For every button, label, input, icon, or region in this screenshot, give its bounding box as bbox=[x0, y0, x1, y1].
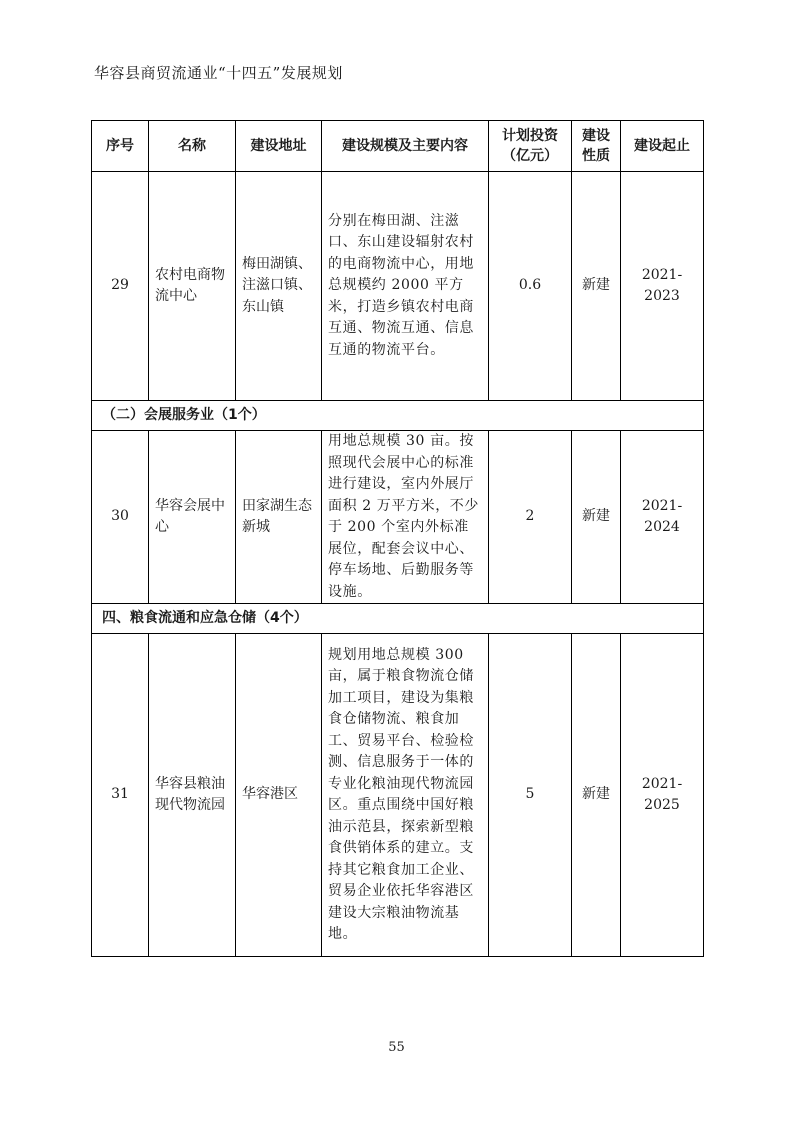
section-title-grain: 四、粮食流通和应急仓储（4个） bbox=[92, 604, 704, 634]
cell-address: 华容港区 bbox=[236, 634, 322, 957]
cell-period: 2021-2025 bbox=[621, 634, 704, 957]
cell-nature: 新建 bbox=[572, 634, 621, 957]
column-header-name: 名称 bbox=[149, 121, 236, 172]
cell-address: 梅田湖镇、注滋口镇、东山镇 bbox=[236, 172, 322, 401]
cell-name: 农村电商物流中心 bbox=[149, 172, 236, 401]
column-header-scale: 建设规模及主要内容 bbox=[322, 121, 489, 172]
page-number: 55 bbox=[388, 1040, 405, 1055]
cell-seq: 29 bbox=[92, 172, 149, 401]
cell-name: 华容县粮油现代物流园 bbox=[149, 634, 236, 957]
document-header-title: 华容县商贸流通业“十四五”发展规划 bbox=[94, 64, 343, 82]
cell-name: 华容会展中心 bbox=[149, 431, 236, 604]
cell-address: 田家湖生态新城 bbox=[236, 431, 322, 604]
table-row bbox=[92, 172, 704, 401]
column-header-nature: 建设性质 bbox=[572, 121, 621, 172]
table-row bbox=[92, 431, 704, 604]
column-header-investment: 计划投资（亿元） bbox=[489, 121, 572, 172]
cell-seq: 30 bbox=[92, 431, 149, 604]
section-row-grain bbox=[92, 604, 704, 634]
cell-period: 2021-2023 bbox=[621, 172, 704, 401]
column-header-address: 建设地址 bbox=[236, 121, 322, 172]
cell-period: 2021-2024 bbox=[621, 431, 704, 604]
cell-scale: 规划用地总规模 300 亩，属于粮食物流仓储加工项目，建设为集粮食仓储物流、粮食加工、贸易平台、检验检测、信息服务于一体的专业化粮油现代物流园区。重点围绕中国好粮油示范县，探索新型粮食供销体系的建立。支持其它粮食加工企业、贸易企业依托华容港区建设大宗粮油物流基地。 bbox=[322, 634, 489, 957]
cell-investment: 5 bbox=[489, 634, 572, 957]
cell-scale: 用地总规模 30 亩。按照现代会展中心的标准进行建设，室内外展厅面积 2 万平方米，不少于 200 个室内外标准展位，配套会议中心、停车场地、后勤服务等设施。 bbox=[322, 431, 489, 604]
cell-scale: 分别在梅田湖、注滋口、东山建设辐射农村的电商物流中心，用地总规模约 2000 平方米，打造乡镇农村电商互通、物流互通、信息互通的物流平台。 bbox=[322, 172, 489, 401]
table-row bbox=[92, 634, 704, 957]
column-header-period: 建设起止 bbox=[621, 121, 704, 172]
table-header-row bbox=[92, 121, 704, 172]
cell-investment: 2 bbox=[489, 431, 572, 604]
cell-nature: 新建 bbox=[572, 431, 621, 604]
section-title-exhibition: （二）会展服务业（1个） bbox=[92, 401, 704, 431]
column-header-seq: 序号 bbox=[92, 121, 149, 172]
cell-seq: 31 bbox=[92, 634, 149, 957]
project-table bbox=[91, 120, 704, 957]
cell-investment: 0.6 bbox=[489, 172, 572, 401]
section-row-exhibition bbox=[92, 401, 704, 431]
cell-nature: 新建 bbox=[572, 172, 621, 401]
